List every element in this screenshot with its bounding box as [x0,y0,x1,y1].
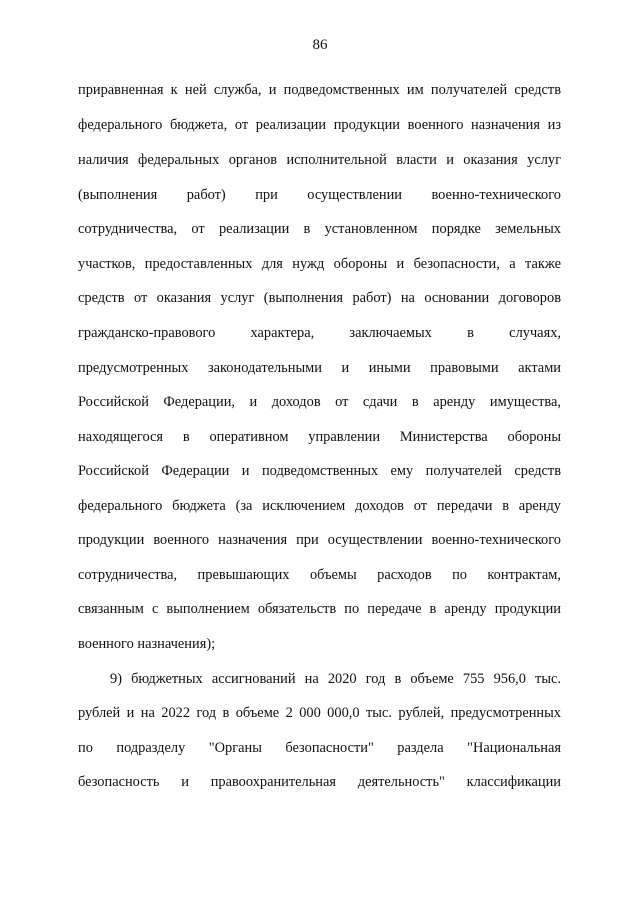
text-line: продукции военного назначения при осуществлении военно-технического [78,532,561,548]
text-line: (выполнения работ) при осуществлении военно-технического [78,187,561,203]
paragraph-9-first-line: 9) бюджетных ассигнований на 2020 год в объеме 755 956,0 тыс. [110,671,561,687]
text-line: военного назначения); [78,636,216,652]
text-line: гражданско-правового характера, заключаемых в случаях, [78,325,561,341]
text-line: приравненная к ней служба, и подведомственных им получателей средств [78,82,561,98]
text-line: участков, предоставленных для нужд обороны и безопасности, а также [78,256,561,272]
text-line: находящегося в оперативном управлении Министерства обороны [78,429,561,445]
text-line: наличия федеральных органов исполнительной власти и оказания услуг [78,152,561,168]
text-line: сотрудничества, превышающих объемы расходов по контрактам, [78,567,561,583]
text-line: сотрудничества, от реализации в установленном порядке земельных [78,221,561,237]
text-line: предусмотренных законодательными и иными правовыми актами [78,360,561,376]
text-line: связанным с выполнением обязательств по передаче в аренду продукции [78,601,561,617]
text-line: Российской Федерации и подведомственных ему получателей средств [78,463,561,479]
text-line: средств от оказания услуг (выполнения работ) на основании договоров [78,290,561,306]
page-number: 86 [312,37,328,53]
text-line: рублей и на 2022 год в объеме 2 000 000,0 тыс. рублей, предусмотренных [78,705,561,721]
text-line: по подразделу "Органы безопасности" раздела "Национальная [78,740,561,756]
text-line: безопасность и правоохранительная деятельность" классификации [78,774,561,790]
text-line: Российской Федерации, и доходов от сдачи в аренду имущества, [78,394,561,410]
text-line: федерального бюджета, от реализации продукции военного назначения из [78,117,561,133]
text-line: федерального бюджета (за исключением доходов от передачи в аренду [78,498,561,514]
